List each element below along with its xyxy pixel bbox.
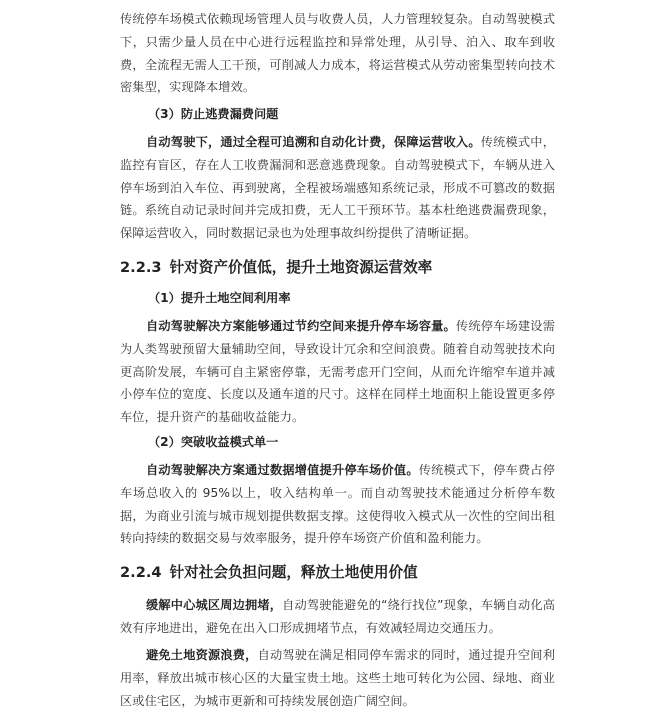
paragraph-body: 传统停车场建设需为人类驾驶预留大量辅助空间，导致设计冗余和空间浪费。随着自动驾驶技术向更高阶发展，车辆可自主紧密停靠，无需考虑开门空间，从而允许缩窄车道并减小停车位的宽度、长度以及通车道的尺寸。这样在同样土地面积上能设置更多停车位，提升资产的基础收益能力。 bbox=[120, 319, 555, 425]
subheading-revenue-model: （2）突破收益模式单一 bbox=[148, 435, 279, 449]
paragraph-body: 自动驾驶能避免的“绕行找位”现象，车辆自动化高效有序地进出，避免在出入口形成拥堵节点，有效减轻周边交通压力。 bbox=[120, 598, 555, 635]
paragraph-congestion bbox=[120, 594, 555, 640]
section-number: 2.2.4 bbox=[120, 564, 162, 581]
subheading-prevent-fare-evasion: （3）防止逃费漏费问题 bbox=[148, 107, 279, 121]
section-heading-2-2-3 bbox=[120, 257, 432, 279]
section-title: 针对社会负担问题，释放土地使用价值 bbox=[169, 564, 418, 581]
paragraph-fare-evasion bbox=[120, 131, 555, 245]
paragraph-lead-bold: 自动驾驶解决方案能够通过节约空间来提升停车场容量。 bbox=[146, 319, 456, 333]
paragraph-space-saving bbox=[120, 315, 555, 429]
section-heading-2-2-4 bbox=[120, 562, 418, 584]
paragraph-body: 传统模式中，监控有盲区，存在人工收费漏洞和恶意逃费现象。自动驾驶模式下，车辆从进入停车场到泊入车位、再到驶离，全程被场端感知系统记录，形成不可篡改的数据链。系统自动记录时间并完成扣费，无人工干预环节。基本杜绝逃费漏费现象，保障运营收入，同时数据记录也为处理事故纠纷提供了清晰证据。 bbox=[120, 135, 555, 241]
subheading-land-utilization: （1）提升土地空间利用率 bbox=[148, 291, 291, 305]
section-title: 针对资产价值低，提升土地资源运营效率 bbox=[169, 259, 433, 276]
section-number: 2.2.3 bbox=[120, 259, 162, 276]
paragraph-labor-cost: 传统停车场模式依赖现场管理人员与收费人员，人力管理较复杂。自动驾驶模式下，只需少量人员在中心进行远程监控和异常处理，从引导、泊入、取车到收费，全流程无需人工干预，可削减人力成本，将运营模式从劳动密集型转向技术密集型，实现降本增效。 bbox=[120, 12, 555, 95]
paragraph-land-waste bbox=[120, 644, 555, 712]
paragraph-lead-bold: 自动驾驶解决方案通过数据增值提升停车场价值。 bbox=[146, 463, 419, 477]
paragraph-body: 传统模式下，停车费占停车场总收入的 95%以上，收入结构单一。而自动驾驶技术能通过分析停车数据，为商业引流与城市规划提供数据支撑。这使得收入模式从一次性的空间出租转向持续的数据交易与效率服务，提升停车场资产价值和盈利能力。 bbox=[120, 463, 555, 546]
paragraph-lead-bold: 缓解中心城区周边拥堵， bbox=[146, 598, 283, 612]
paragraph-body: 自动驾驶在满足相同停车需求的同时，通过提升空间利用率，释放出城市核心区的大量宝贵土地。这些土地可转化为公园、绿地、商业区或住宅区，为城市更新和可持续发展创造广阔空间。 bbox=[120, 648, 555, 708]
paragraph-data-value bbox=[120, 459, 555, 550]
paragraph-lead-bold: 避免土地资源浪费， bbox=[146, 648, 258, 662]
paragraph-lead-bold: 自动驾驶下，通过全程可追溯和自动化计费，保障运营收入。 bbox=[146, 135, 481, 149]
